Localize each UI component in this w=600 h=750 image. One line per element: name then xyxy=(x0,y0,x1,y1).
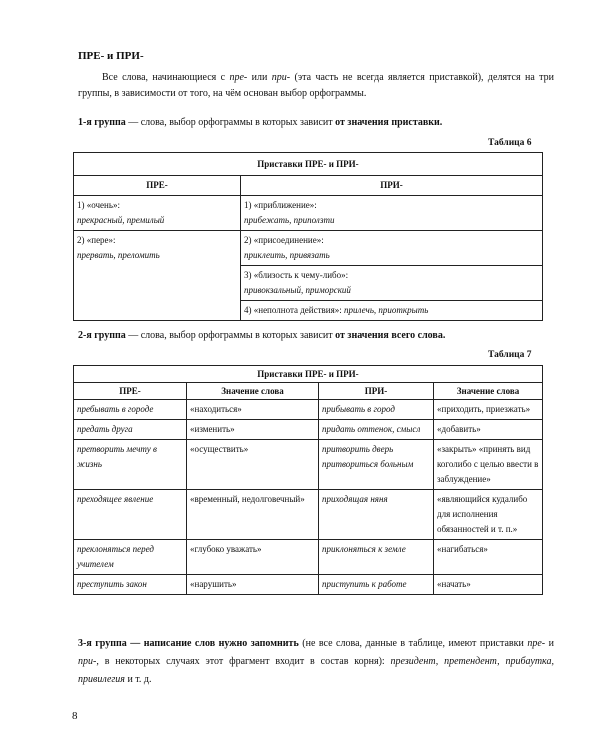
example: прилечь, приоткрыть xyxy=(344,305,429,315)
intro-pri: при- xyxy=(271,72,291,83)
example: привокзальный, приморский xyxy=(244,285,351,295)
table-cell: пребывать в городе xyxy=(74,400,187,420)
meaning: 4) «неполнота действия»: xyxy=(244,305,345,315)
table-cell xyxy=(241,196,543,231)
table-cell: приклоняться к земле xyxy=(319,540,434,575)
meaning: 1) «очень»: xyxy=(77,200,120,210)
page-number: 8 xyxy=(72,710,78,722)
group3-text-3: и т. д. xyxy=(124,674,152,685)
table-row xyxy=(74,575,543,595)
table-cell xyxy=(241,266,543,301)
table-cell xyxy=(241,231,543,266)
table-cell: прибывать в город xyxy=(319,400,434,420)
table-cell: «временный, недолговечный» xyxy=(187,490,319,540)
intro-paragraph xyxy=(78,70,554,102)
table6-header-pre: ПРЕ- xyxy=(74,176,241,196)
example: прервать, преломить xyxy=(77,250,160,260)
table-cell: предать друга xyxy=(74,420,187,440)
group1-text: — слова, выбор орфограммы в которых зависит xyxy=(125,117,336,128)
table-cell: «глубоко уважать» xyxy=(187,540,319,575)
table-cell: «закрыть» «принять вид коголибо с целью ввести в заблуждение» xyxy=(434,440,543,490)
group3-text-2: , в некоторых случаях этот фрагмент входит в состав корня): xyxy=(96,656,391,667)
table-row xyxy=(74,540,543,575)
example: прибежать, приползти xyxy=(244,215,335,225)
table7-title: Приставки ПРЕ- и ПРИ- xyxy=(74,366,543,383)
group1-bold: от значения приставки. xyxy=(335,117,443,128)
table7-caption: Таблица 7 xyxy=(488,350,532,360)
table-cell: преходящее явление xyxy=(74,490,187,540)
intro-text-2: (эта часть не всегда является приставкой), делятся на три группы, в зависимости от того, на чём основан выбор орфограммы. xyxy=(78,72,555,99)
intro-text-1: Все слова, начинающиеся с xyxy=(102,72,230,83)
group2-lead: 2-я группа xyxy=(78,330,126,341)
table6-title: Приставки ПРЕ- и ПРИ- xyxy=(74,153,543,176)
table7-header-meaning2: Значение слова xyxy=(434,383,543,400)
table-cell: придать оттенок, смысл xyxy=(319,420,434,440)
table-cell: приступить к работе xyxy=(319,575,434,595)
table-row xyxy=(74,490,543,540)
group2-bold: от значения всего слова. xyxy=(335,330,446,341)
intro-or: или xyxy=(247,72,272,83)
table-row xyxy=(74,420,543,440)
table-cell xyxy=(74,231,241,321)
table-cell: преклоняться перед учителем xyxy=(74,540,187,575)
table6 xyxy=(73,152,543,321)
group1-lead: 1-я группа xyxy=(78,117,126,128)
table-row xyxy=(74,196,543,231)
table7-header-pre: ПРЕ- xyxy=(74,383,187,400)
meaning: 2) «присоединение»: xyxy=(244,235,324,245)
table7 xyxy=(73,365,543,595)
table-cell: «являющийся кудалибо для исполнения обязанностей и т. п.» xyxy=(434,490,543,540)
table6-header-pri: ПРИ- xyxy=(241,176,543,196)
table-cell: «нарушить» xyxy=(187,575,319,595)
table-cell: «находиться» xyxy=(187,400,319,420)
table7-header-meaning1: Значение слова xyxy=(187,383,319,400)
section-heading: ПРЕ- и ПРИ- xyxy=(78,50,144,62)
example: приклеить, привязать xyxy=(244,250,330,260)
table-cell xyxy=(241,301,543,321)
example: прекрасный, премилый xyxy=(77,215,165,225)
table-cell: притворить дверь притвориться больным xyxy=(319,440,434,490)
table-row xyxy=(74,400,543,420)
meaning: 2) «пере»: xyxy=(77,235,116,245)
meaning: 3) «близость к чему-либо»: xyxy=(244,270,349,280)
table-cell: приходящая няня xyxy=(319,490,434,540)
group2-paragraph xyxy=(78,330,445,341)
table-cell: преступить закон xyxy=(74,575,187,595)
table-cell: «добавить» xyxy=(434,420,543,440)
group3-text-1: (не все слова, данные в таблице, имеют приставки xyxy=(298,638,528,649)
table-cell: «приходить, приезжать» xyxy=(434,400,543,420)
table-cell: «начать» xyxy=(434,575,543,595)
table-row xyxy=(74,231,543,266)
group3-and: и xyxy=(545,638,554,649)
table6-caption: Таблица 6 xyxy=(488,138,532,148)
table-row xyxy=(74,440,543,490)
group3-lead: 3-я группа — написание слов нужно запомнить xyxy=(78,638,299,649)
group3-pre: пре- xyxy=(527,638,546,649)
group3-paragraph xyxy=(78,635,554,689)
group2-text: — слова, выбор орфограммы в которых зависит xyxy=(125,330,336,341)
intro-pre: пре- xyxy=(229,72,248,83)
table-cell xyxy=(74,196,241,231)
table-cell: «осуществить» xyxy=(187,440,319,490)
table-cell: «нагибаться» xyxy=(434,540,543,575)
table7-header-pri: ПРИ- xyxy=(319,383,434,400)
group3-examples: президент, претендент, прибаутка, привилегия xyxy=(78,656,554,685)
table-cell: претворить мечту в жизнь xyxy=(74,440,187,490)
table-cell: «изменить» xyxy=(187,420,319,440)
meaning: 1) «приближение»: xyxy=(244,200,317,210)
group1-paragraph xyxy=(78,117,442,128)
group3-pri: при- xyxy=(78,656,97,667)
